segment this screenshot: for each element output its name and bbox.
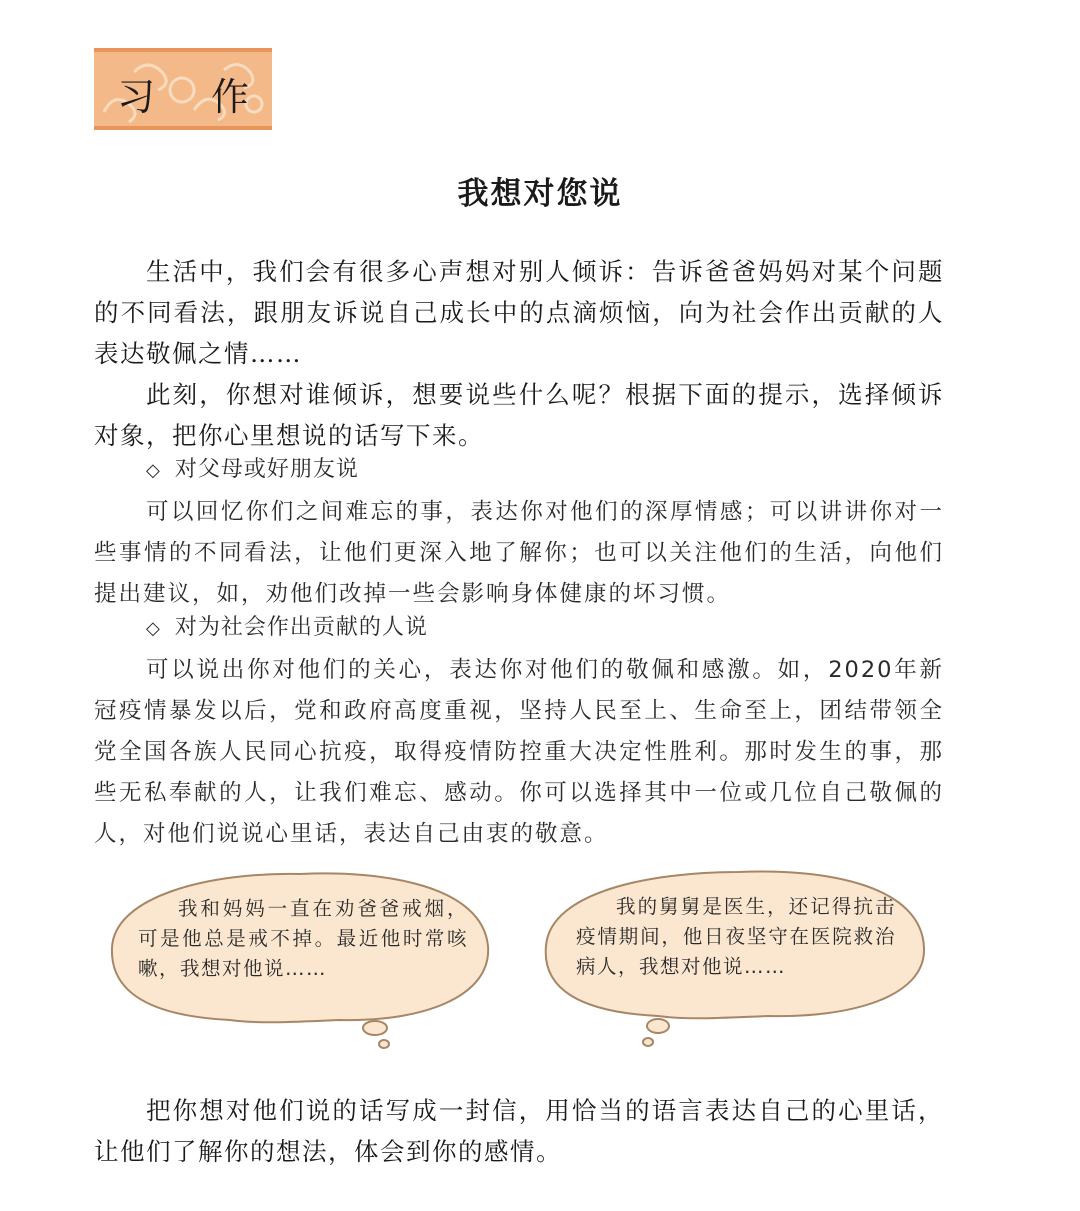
thought-bubble-right — [538, 862, 938, 1052]
prompt-heading-text: 对为社会作出贡献的人说 — [174, 615, 428, 640]
prompt-body-contributors: 可以说出你对他们的关心，表达你对他们的敬佩和感激。如，2020年新冠疫情暴发以后，党和政府高度重视，坚持人民至上、生命至上，团结带领全党全国各族人民同心抗疫，取得疫情防控重大决定性胜利。那时发生的事，那些无私奉献的人，让我们难忘、感动。你可以选择其中一位或几位自己敬佩的人，对他们说说心里话，表达自己由衷的敬意。 — [94, 657, 944, 847]
diamond-bullet-icon: ◇ — [146, 460, 161, 481]
prompt-heading-parents — [146, 452, 359, 489]
bubble-text-left: 我和妈妈一直在劝爸爸戒烟，可是他总是戒不掉。最近他时常咳嗽，我想对他说…… — [138, 897, 468, 980]
prompt-heading-text: 对父母或好朋友说 — [174, 457, 359, 482]
section-tag — [94, 48, 272, 130]
prompt-paragraph: 此刻，你想对谁倾诉，想要说些什么呢？根据下面的提示，选择倾诉对象，把你心里想说的话写下来。 — [94, 380, 944, 450]
thought-bubble-left — [100, 862, 500, 1052]
closing-paragraph: 把你想对他们说的话写成一封信，用恰当的语言表达自己的心里话，让他们了解你的想法，体会到你的感情。 — [94, 1096, 944, 1166]
bubble-text-right: 我的舅舅是医生，还记得抗击疫情期间，他日夜坚守在医院救治病人，我想对他说…… — [576, 895, 896, 978]
prompt-heading-contributors — [146, 610, 428, 647]
page-title: 我想对您说 — [457, 176, 623, 212]
intro-paragraph: 生活中，我们会有很多心声想对别人倾诉：告诉爸爸妈妈对某个问题的不同看法，跟朋友诉说自己成长中的点滴烦恼，向为社会作出贡献的人表达敬佩之情…… — [94, 257, 944, 368]
prompt-body-parents: 可以回忆你们之间难忘的事，表达你对他们的深厚情感；可以讲讲你对一些事情的不同看法，让他们更深入地了解你；也可以关注他们的生活，向他们提出建议，如，劝他们改掉一些会影响身体健康的坏习惯。 — [94, 499, 944, 607]
diamond-bullet-icon: ◇ — [146, 618, 161, 639]
section-label: 习 作 — [116, 75, 272, 119]
